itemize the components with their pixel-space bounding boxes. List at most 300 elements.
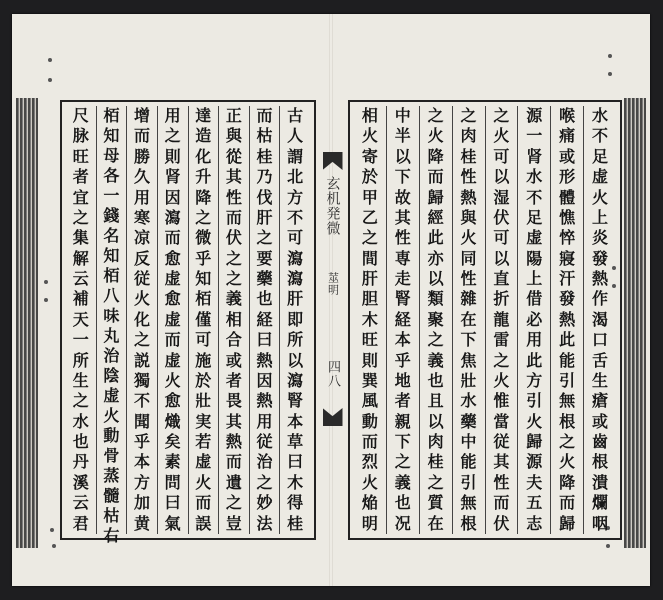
character: 所 — [72, 350, 89, 370]
character: 之 — [427, 472, 444, 492]
character: 説 — [134, 350, 151, 370]
character: 折 — [493, 289, 510, 309]
character: 之 — [493, 350, 510, 370]
character: 類 — [427, 289, 444, 309]
character: 勝 — [134, 146, 151, 166]
character: 乎 — [134, 432, 151, 451]
character: 巽 — [361, 370, 378, 390]
character: 聞 — [134, 411, 151, 431]
book-title: 玄机発微 — [324, 176, 341, 236]
text-column — [386, 106, 419, 534]
character: 虚 — [592, 167, 609, 187]
text-column — [66, 106, 96, 534]
character: 質 — [427, 493, 444, 513]
character: 口 — [592, 330, 609, 350]
character: 半 — [394, 126, 411, 146]
character: 無 — [460, 493, 477, 513]
character: 肝 — [256, 207, 273, 227]
character: 升 — [195, 167, 212, 187]
character: 可 — [493, 228, 510, 248]
fishtail-mark-top — [323, 152, 343, 170]
character: 之 — [361, 228, 378, 248]
character: 即 — [287, 309, 304, 329]
character: 虚 — [164, 269, 181, 288]
character: 而 — [427, 167, 444, 187]
character: 本 — [394, 330, 411, 350]
character: 經 — [427, 207, 444, 227]
book-sheet — [12, 14, 650, 586]
character: 之 — [225, 248, 242, 268]
fishtail-mark-bottom — [323, 408, 343, 426]
character: 而 — [164, 330, 181, 350]
character: 肝 — [287, 289, 304, 309]
character: 施 — [195, 350, 212, 370]
character: 湿 — [493, 187, 510, 207]
character: 同 — [460, 248, 477, 268]
binding-hole — [606, 544, 610, 548]
character: 熱 — [256, 391, 273, 411]
character: 云 — [72, 269, 89, 288]
character: 而 — [361, 432, 378, 451]
character: 形 — [559, 167, 576, 187]
character: 寒 — [134, 207, 151, 227]
character: 水 — [526, 167, 543, 187]
character: 僅 — [195, 309, 212, 329]
character: 正 — [225, 106, 242, 125]
character: 因 — [164, 187, 181, 207]
character: 虚 — [103, 386, 120, 405]
character: 走 — [394, 269, 411, 288]
character: 則 — [361, 350, 378, 370]
character: 達 — [195, 106, 212, 125]
character: 旺 — [72, 146, 89, 166]
character: 用 — [134, 187, 151, 207]
character: 義 — [394, 472, 411, 492]
character: 桂 — [287, 513, 304, 533]
character: 也 — [394, 493, 411, 513]
binding-hole — [608, 72, 612, 76]
binding-hole — [44, 298, 48, 302]
character: 以 — [427, 411, 444, 431]
character: 肾 — [164, 167, 181, 187]
character: 引 — [460, 472, 477, 492]
right-page-text-block — [348, 100, 622, 540]
character: 性 — [394, 228, 411, 248]
character: 陽 — [526, 248, 543, 268]
character: 味 — [103, 306, 120, 325]
character: 可 — [195, 330, 212, 350]
binding-hole — [48, 78, 52, 82]
character: 不 — [134, 391, 151, 411]
character: 足 — [592, 146, 609, 166]
character: 腎 — [394, 289, 411, 309]
character: 或 — [225, 350, 242, 370]
character: 龍 — [493, 309, 510, 329]
character: 根 — [592, 452, 609, 472]
character: 火 — [493, 370, 510, 390]
binding-hole — [48, 58, 52, 62]
character: 或 — [559, 146, 576, 166]
character: 悴 — [559, 228, 576, 248]
character: 火 — [361, 126, 378, 146]
binding-hole — [44, 280, 48, 284]
character: 齒 — [592, 432, 609, 451]
character: 當 — [493, 411, 510, 431]
character: 壯 — [195, 391, 212, 411]
binding-hole — [608, 54, 612, 58]
character: 之 — [195, 207, 212, 227]
character: 義 — [427, 350, 444, 370]
character: 専 — [394, 248, 411, 268]
character: 以 — [394, 146, 411, 166]
character: 喉 — [559, 106, 576, 125]
text-column — [126, 106, 157, 534]
character: 其 — [225, 167, 242, 187]
character: 地 — [394, 370, 411, 390]
character: 性 — [460, 167, 477, 187]
character: 發 — [559, 289, 576, 309]
character: 下 — [460, 330, 477, 350]
text-column — [279, 106, 310, 534]
character: 肉 — [460, 126, 477, 146]
character: 草 — [287, 432, 304, 451]
character: 伏 — [225, 228, 242, 248]
character: 火 — [559, 452, 576, 472]
character: 此 — [427, 228, 444, 248]
character: 用 — [256, 411, 273, 431]
character: 母 — [103, 146, 120, 165]
character: 而 — [195, 493, 212, 513]
text-column — [485, 106, 518, 534]
character: 直 — [493, 269, 510, 288]
character: 藥 — [256, 269, 273, 288]
character: 能 — [460, 452, 477, 472]
character: 畏 — [225, 391, 242, 411]
character: 性 — [225, 187, 242, 207]
character: 可 — [287, 228, 304, 248]
character: 間 — [361, 248, 378, 268]
character: 不 — [592, 126, 609, 146]
character: 化 — [195, 146, 212, 166]
character: 潰 — [592, 472, 609, 492]
character: 丸 — [103, 326, 120, 345]
character: 雷 — [493, 330, 510, 350]
character: 要 — [256, 248, 273, 268]
character: 瀉 — [287, 248, 304, 268]
character: 爛 — [592, 493, 609, 513]
character: 久 — [134, 167, 151, 187]
character: 之 — [559, 432, 576, 451]
character: 一 — [103, 186, 120, 205]
character: 本 — [134, 452, 151, 472]
character: 志 — [526, 513, 543, 533]
center-margin — [317, 100, 348, 540]
character: 旺 — [361, 330, 378, 350]
character: 之 — [256, 472, 273, 492]
character: 丹 — [72, 452, 89, 472]
character: 性 — [493, 472, 510, 492]
character: 五 — [526, 493, 543, 513]
character: 所 — [287, 330, 304, 350]
character: 風 — [361, 391, 378, 411]
character: 水 — [592, 106, 609, 125]
character: 此 — [526, 350, 543, 370]
character: 而 — [225, 207, 242, 227]
character: 之 — [460, 106, 477, 125]
character: 本 — [287, 411, 304, 431]
character: 在 — [460, 309, 477, 329]
character: 其 — [225, 411, 242, 431]
character: 而 — [134, 126, 151, 146]
character: 従 — [493, 432, 510, 451]
character: 以 — [493, 248, 510, 268]
character: 聚 — [427, 309, 444, 329]
binding-hole — [52, 544, 56, 548]
character: 一 — [526, 126, 543, 146]
character: 之 — [427, 330, 444, 350]
character: 借 — [526, 289, 543, 309]
character: 謂 — [287, 146, 304, 166]
character: 根 — [460, 513, 477, 533]
character: 脉 — [72, 126, 89, 146]
character: 天 — [72, 309, 89, 329]
character: 栢 — [103, 266, 120, 285]
character: 集 — [72, 228, 89, 248]
character: 熱 — [460, 187, 477, 207]
text-column — [354, 106, 386, 534]
character: 而 — [225, 452, 242, 472]
character: 源 — [526, 452, 543, 472]
character: 人 — [287, 126, 304, 146]
character: 上 — [592, 207, 609, 227]
character: 瀉 — [287, 269, 304, 288]
right-page-edge — [624, 98, 646, 548]
character: 與 — [460, 207, 477, 227]
character: 炎 — [592, 228, 609, 248]
character: 火 — [164, 370, 181, 390]
character: 於 — [195, 370, 212, 390]
character: 於 — [361, 167, 378, 187]
character: 曰 — [164, 493, 181, 513]
character: 熱 — [225, 432, 242, 451]
character: 法 — [256, 513, 273, 533]
character: 且 — [427, 391, 444, 411]
left-page-columns — [66, 106, 310, 545]
character: 况 — [394, 513, 411, 533]
character: 而 — [559, 493, 576, 513]
character: 動 — [361, 411, 378, 431]
character: 歸 — [427, 187, 444, 207]
character: 宜 — [72, 187, 89, 207]
character: 矣 — [164, 432, 181, 451]
character: 其 — [493, 452, 510, 472]
character: 豈 — [225, 513, 242, 533]
character: 乃 — [256, 167, 273, 187]
character: 凉 — [134, 228, 151, 248]
character: 曰 — [287, 452, 304, 472]
character: 加 — [134, 493, 151, 513]
character: 不 — [526, 187, 543, 207]
character: 髓 — [103, 486, 120, 505]
character: 火 — [460, 228, 477, 248]
character: 動 — [103, 426, 120, 445]
character: 歸 — [559, 513, 576, 533]
character: 者 — [225, 370, 242, 390]
character: 作 — [592, 289, 609, 309]
character: 蒸 — [103, 466, 120, 485]
character: 焔 — [361, 493, 378, 513]
character: 伐 — [256, 187, 273, 207]
character: 以 — [493, 167, 510, 187]
text-column — [452, 106, 485, 534]
text-column — [583, 106, 616, 534]
character: 生 — [72, 370, 89, 390]
character: 中 — [460, 432, 477, 451]
character: 或 — [592, 411, 609, 431]
character: 化 — [134, 309, 151, 329]
character: 実 — [195, 411, 212, 431]
character: 枯 — [256, 126, 273, 146]
character: 云 — [72, 493, 89, 513]
character: 之 — [256, 228, 273, 248]
character: 火 — [195, 472, 212, 492]
left-page-text-block — [60, 100, 316, 545]
character: 能 — [559, 350, 576, 370]
character: 虚 — [526, 228, 543, 248]
character: 知 — [195, 269, 212, 288]
character: 從 — [225, 146, 242, 166]
character: 愈 — [164, 289, 181, 309]
character: 降 — [427, 146, 444, 166]
character: 栢 — [103, 106, 120, 125]
character: 誤 — [195, 513, 212, 533]
character: 得 — [287, 493, 304, 513]
character: 足 — [526, 207, 543, 227]
character: 遺 — [225, 472, 242, 492]
character: 瘡 — [592, 391, 609, 411]
character: 虚 — [164, 350, 181, 370]
character: 相 — [225, 309, 242, 329]
character: 愈 — [164, 248, 181, 268]
character: 生 — [592, 370, 609, 390]
character: 瀉 — [164, 207, 181, 227]
character: 治 — [256, 452, 273, 472]
character: 者 — [72, 167, 89, 187]
character: 而 — [493, 493, 510, 513]
character: 解 — [72, 248, 89, 268]
character: 微 — [195, 228, 212, 248]
text-column — [517, 106, 550, 534]
character: 源 — [526, 106, 543, 125]
character: 之 — [134, 330, 151, 350]
character: 火 — [592, 187, 609, 207]
character: 乙 — [361, 207, 378, 227]
character: 降 — [195, 187, 212, 207]
character: 咽 — [592, 513, 609, 533]
character: 下 — [394, 432, 411, 451]
character: 尺 — [72, 106, 89, 125]
character: 必 — [526, 309, 543, 329]
character: 熾 — [164, 411, 181, 431]
character: 反 — [134, 248, 151, 268]
character: 合 — [225, 330, 242, 350]
character: 因 — [256, 370, 273, 390]
character: 枯 — [103, 506, 120, 525]
character: 雜 — [460, 289, 477, 309]
character: 在 — [427, 513, 444, 533]
character: 無 — [559, 391, 576, 411]
character: 此 — [559, 330, 576, 350]
character: 愈 — [164, 391, 181, 411]
text-column — [188, 106, 219, 534]
character: 経 — [256, 309, 273, 329]
right-page-columns — [354, 106, 616, 534]
text-column — [96, 106, 127, 545]
character: 水 — [460, 391, 477, 411]
character: 虚 — [195, 452, 212, 472]
character: 肾 — [526, 146, 543, 166]
character: 焦 — [460, 350, 477, 370]
character: 之 — [225, 269, 242, 288]
character: 不 — [287, 207, 304, 227]
character: 火 — [493, 126, 510, 146]
character: 甲 — [361, 187, 378, 207]
character: 義 — [225, 289, 242, 309]
character: 下 — [394, 167, 411, 187]
character: 壯 — [460, 370, 477, 390]
character: 伏 — [493, 207, 510, 227]
character: 夫 — [526, 472, 543, 492]
character: 火 — [427, 126, 444, 146]
character: 治 — [103, 346, 120, 365]
character: 明 — [361, 513, 378, 533]
text-column — [419, 106, 452, 534]
character: 憔 — [559, 207, 576, 227]
character: 根 — [559, 411, 576, 431]
character: 熱 — [256, 350, 273, 370]
character: 北 — [287, 167, 304, 187]
character: 者 — [394, 391, 411, 411]
character: 火 — [134, 289, 151, 309]
character: 也 — [427, 370, 444, 390]
character: 痛 — [559, 126, 576, 146]
character: 渴 — [592, 309, 609, 329]
text-column — [249, 106, 280, 534]
character: 木 — [287, 472, 304, 492]
character: 従 — [256, 432, 273, 451]
character: 之 — [72, 207, 89, 227]
character: 方 — [526, 370, 543, 390]
character: 其 — [394, 207, 411, 227]
text-column — [550, 106, 583, 534]
character: 之 — [394, 452, 411, 472]
character: 桂 — [256, 146, 273, 166]
binding-hole — [50, 528, 54, 532]
character: 補 — [72, 289, 89, 309]
character: 用 — [526, 330, 543, 350]
character: 獨 — [134, 370, 151, 390]
character: 火 — [361, 472, 378, 492]
character: 用 — [164, 106, 181, 125]
character: 寢 — [559, 248, 576, 268]
character: 古 — [287, 106, 304, 125]
character: 桂 — [460, 146, 477, 166]
character: 伏 — [493, 513, 510, 533]
character: 引 — [526, 391, 543, 411]
character: 火 — [103, 406, 120, 425]
character: 溪 — [72, 472, 89, 492]
character: 引 — [559, 370, 576, 390]
